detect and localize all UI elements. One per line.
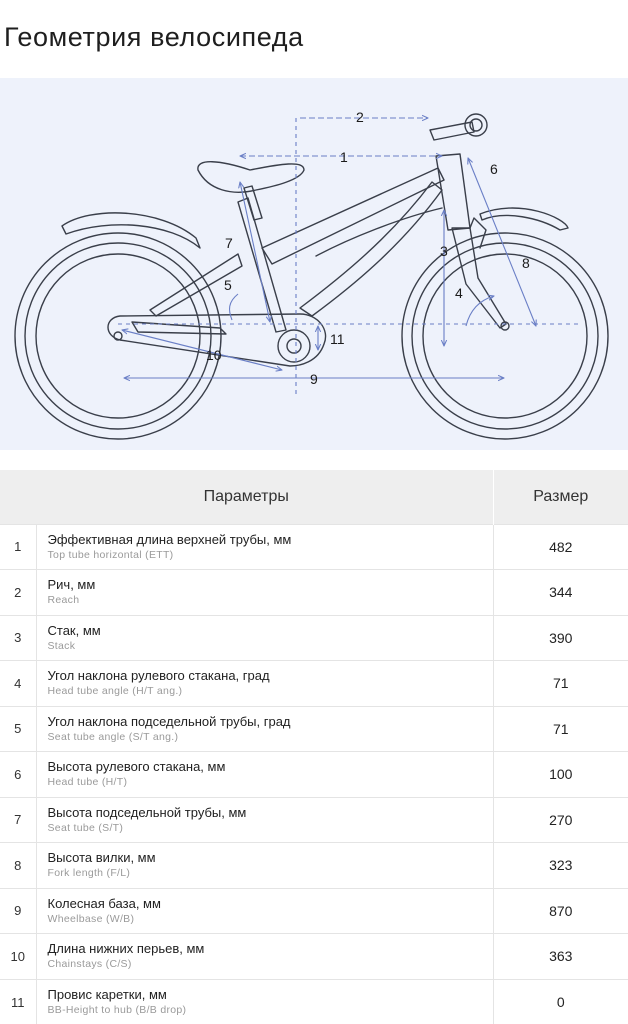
param-name-ru: Длина нижних перьев, мм [47,941,205,957]
row-number: 7 [0,797,36,843]
param-name-ru: Рич, мм [47,577,96,593]
rear-fender [62,213,200,248]
param-value: 71 [493,661,628,707]
param-name-en: Reach [47,594,80,607]
param-value: 323 [493,843,628,889]
diagram-label-1: 1 [340,149,348,165]
param-name-ru: Колесная база, мм [47,895,161,911]
table-row [0,979,628,1024]
row-number: 5 [0,706,36,752]
row-number: 8 [0,843,36,889]
param-name-ru: Эффективная длина верхней трубы, мм [47,531,292,547]
rear-wheel-tire [15,233,221,439]
diagram-label-10: 10 [206,347,222,363]
param-name-ru: Высота подседельной трубы, мм [47,804,247,820]
param-name-en: Seat tube (S/T) [47,821,124,834]
param-value: 363 [493,934,628,980]
param-name-en: Stack [47,639,76,652]
row-number: 6 [0,752,36,798]
header-size: Размер [493,470,628,524]
param-name-en: BB-Height to hub (B/B drop) [47,1004,187,1016]
param-name-en: Top tube horizontal (ETT) [47,548,174,561]
param-value: 870 [493,888,628,934]
dimension-lines [118,118,580,398]
param-name-en: Seat tube angle (S/T ang.) [47,730,179,743]
row-number: 10 [0,934,36,980]
table-row [0,524,628,570]
param-value: 344 [493,570,628,616]
row-number: 1 [0,524,36,570]
param-name-ru: Высота рулевого стакана, мм [47,759,226,775]
table-row [0,934,628,980]
geometry-table [0,470,628,1024]
row-number: 9 [0,888,36,934]
bike-geometry-diagram [0,78,628,450]
param-name-en: Head tube angle (H/T ang.) [47,685,183,698]
param-value: 100 [493,752,628,798]
diagram-label-5: 5 [224,277,232,293]
diagram-label-9: 9 [310,371,318,387]
header-params: Параметры [0,470,493,524]
param-name-ru: Провис каретки, мм [47,987,167,1002]
param-name-en: Head tube (H/T) [47,776,128,789]
diagram-label-3: 3 [440,243,448,259]
param-value: 0 [493,979,628,1024]
row-number: 3 [0,615,36,661]
handlebar [465,114,487,136]
diagram-label-6: 6 [490,161,498,177]
row-number: 4 [0,661,36,707]
table-row [0,570,628,616]
param-value: 71 [493,706,628,752]
table-header-row [0,470,628,524]
row-number: 2 [0,570,36,616]
bottom-bracket [278,330,310,362]
param-name-ru: Угол наклона рулевого стакана, град [47,668,270,684]
param-name-ru: Угол наклона подседельной трубы, град [47,713,291,729]
bike-drawing [0,78,628,450]
table-row [0,706,628,752]
front-wheel-tire [402,233,608,439]
diagram-label-8: 8 [522,255,530,271]
top-tube [262,168,444,264]
saddle [198,162,304,192]
table-row [0,752,628,798]
param-value: 270 [493,797,628,843]
param-name-en: Chainstays (C/S) [47,958,132,971]
table-row [0,797,628,843]
param-name-en: Fork length (F/L) [47,867,131,880]
param-name-ru: Стак, мм [47,622,101,638]
row-number: 11 [0,979,36,1024]
table-row [0,888,628,934]
param-value: 390 [493,615,628,661]
diagram-label-11: 11 [330,331,345,347]
table-row [0,615,628,661]
param-value: 482 [493,524,628,570]
param-name-en: Wheelbase (W/B) [47,912,135,925]
page-title: Геометрия велосипеда [4,22,304,52]
param-name-ru: Высота вилки, мм [47,850,156,866]
table-row [0,843,628,889]
table-row [0,661,628,707]
diagram-label-4: 4 [455,285,463,301]
diagram-label-7: 7 [225,235,233,251]
diagram-label-2: 2 [356,109,364,125]
